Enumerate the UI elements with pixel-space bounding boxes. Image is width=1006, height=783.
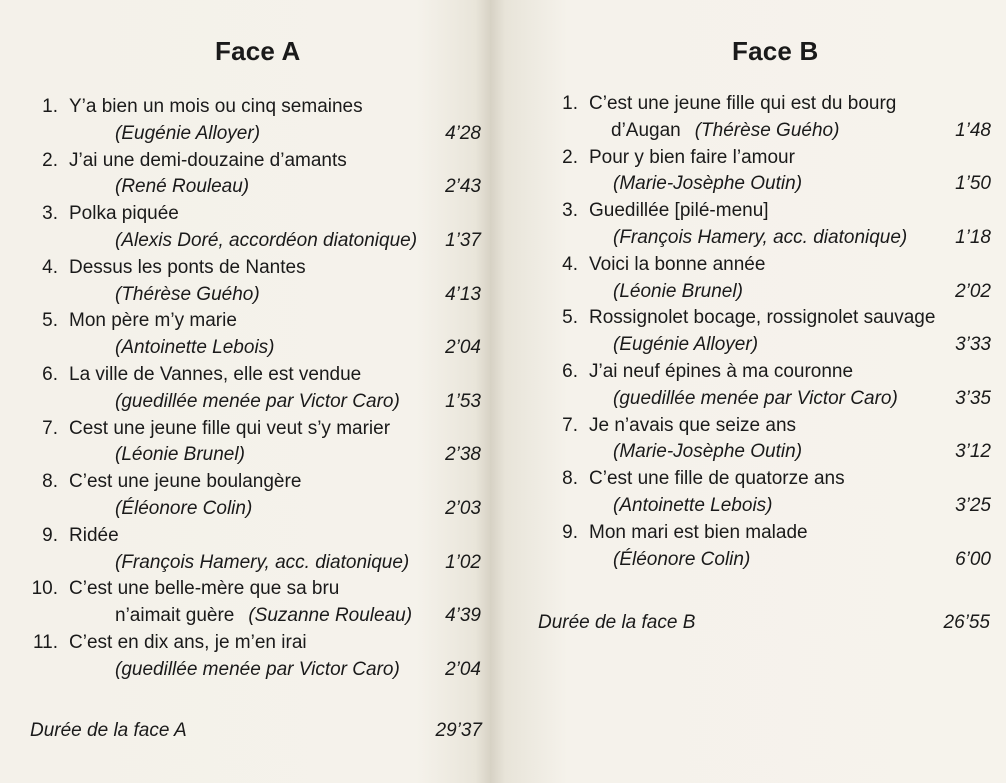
track-item bbox=[548, 198, 991, 252]
track-performer: (Eugénie Alloyer) bbox=[115, 122, 261, 144]
track-title: Ridée bbox=[69, 524, 119, 546]
track-item bbox=[26, 630, 481, 684]
track-number: 9. bbox=[562, 521, 578, 543]
track-title-row bbox=[548, 359, 991, 386]
track-duration: 2’02 bbox=[955, 280, 991, 302]
track-performer: (Alexis Doré, accordéon diatonique) bbox=[115, 229, 418, 251]
track-title: Guedillée [pilé-menu] bbox=[589, 200, 769, 222]
track-title: Mon père m’y marie bbox=[69, 310, 237, 332]
track-title-continuation: d’Augan bbox=[611, 119, 681, 141]
track-title: Mon mari est bien malade bbox=[589, 521, 808, 543]
track-performer: (Éléonore Colin) bbox=[115, 497, 253, 519]
face-a-total-label: Durée de la face A bbox=[30, 720, 187, 741]
track-performer: (Suzanne Rouleau) bbox=[248, 605, 413, 627]
track-number: 1. bbox=[562, 93, 578, 114]
track-performer: (Antoinette Lebois) bbox=[115, 337, 275, 359]
track-performer: (Antoinette Lebois) bbox=[613, 494, 773, 516]
track-item bbox=[548, 305, 991, 359]
track-item bbox=[26, 201, 481, 255]
track-performer: (Léonie Brunel) bbox=[613, 280, 743, 302]
track-performer: (Marie-Josèphe Outin) bbox=[613, 173, 803, 195]
track-performer-row bbox=[548, 493, 991, 520]
track-performer-row bbox=[548, 171, 991, 198]
track-item bbox=[548, 520, 991, 574]
track-item bbox=[26, 416, 481, 470]
track-title: La ville de Vannes, elle est vendue bbox=[69, 363, 362, 385]
track-item bbox=[26, 308, 481, 362]
track-title-row bbox=[548, 145, 991, 172]
track-item bbox=[26, 148, 481, 202]
track-title-row bbox=[548, 91, 991, 118]
track-number: 1. bbox=[42, 96, 58, 117]
track-performer: (guedillée menée par Victor Caro) bbox=[115, 390, 400, 412]
track-item bbox=[548, 413, 991, 467]
track-title: Dessus les ponts de Nantes bbox=[69, 256, 306, 278]
track-item bbox=[548, 91, 991, 145]
track-number: 7. bbox=[42, 417, 58, 439]
track-title-row bbox=[26, 523, 481, 550]
track-performer-row bbox=[548, 332, 991, 359]
track-title: Je n’avais que seize ans bbox=[589, 414, 797, 436]
track-item bbox=[548, 252, 991, 306]
track-number: 4. bbox=[562, 253, 578, 275]
face-a-total-duration: 29’37 bbox=[435, 720, 482, 741]
track-duration: 3’12 bbox=[955, 441, 991, 463]
track-number: 4. bbox=[42, 256, 58, 278]
track-performer-row bbox=[26, 550, 481, 577]
track-duration: 2’43 bbox=[445, 176, 481, 198]
track-performer-row bbox=[26, 335, 481, 362]
track-duration: 1’53 bbox=[445, 390, 481, 412]
track-performer: (François Hamery, acc. diatonique) bbox=[613, 226, 908, 248]
track-number: 3. bbox=[42, 203, 58, 225]
track-item bbox=[26, 523, 481, 577]
track-item bbox=[26, 469, 481, 523]
track-number: 11. bbox=[32, 631, 58, 653]
face-a-total bbox=[30, 720, 482, 742]
track-title-continuation-row bbox=[26, 603, 481, 630]
track-performer: (Thérèse Guého) bbox=[694, 119, 840, 141]
track-number: 8. bbox=[42, 471, 58, 493]
track-performer: (Marie-Josèphe Outin) bbox=[613, 441, 803, 463]
track-title-row bbox=[548, 198, 991, 225]
track-number: 2. bbox=[42, 149, 58, 171]
track-performer-row bbox=[548, 547, 991, 574]
track-performer-row bbox=[26, 174, 481, 201]
track-title: Y’a bien un mois ou cinq semaines bbox=[69, 96, 363, 117]
track-performer: (Éléonore Colin) bbox=[613, 548, 751, 570]
track-duration: 2’38 bbox=[445, 444, 481, 466]
page-face-b bbox=[490, 0, 1006, 783]
track-title-row bbox=[26, 576, 481, 603]
track-item bbox=[26, 94, 481, 148]
track-title-row bbox=[26, 255, 481, 282]
track-item bbox=[26, 362, 481, 416]
track-duration: 1’18 bbox=[955, 226, 991, 248]
track-performer: (Léonie Brunel) bbox=[115, 444, 245, 466]
track-performer-row bbox=[26, 496, 481, 523]
track-performer-row bbox=[548, 279, 991, 306]
track-title: C’est une fille de quatorze ans bbox=[589, 468, 845, 490]
track-performer-row bbox=[548, 439, 991, 466]
track-title: J’ai une demi-douzaine d’amants bbox=[69, 149, 347, 171]
track-item bbox=[26, 255, 481, 309]
track-duration: 1’48 bbox=[955, 119, 991, 141]
track-duration: 3’33 bbox=[955, 334, 991, 356]
track-performer-row bbox=[548, 225, 991, 252]
track-title: Pour y bien faire l’amour bbox=[589, 146, 795, 168]
face-a-tracklist bbox=[26, 94, 481, 684]
track-performer-row bbox=[26, 657, 481, 684]
track-duration: 4’13 bbox=[445, 283, 481, 305]
track-title-row bbox=[548, 413, 991, 440]
face-b-total bbox=[538, 612, 990, 634]
track-item bbox=[548, 359, 991, 413]
track-duration: 3’25 bbox=[955, 494, 991, 516]
track-title: J’ai neuf épines à ma couronne bbox=[589, 360, 854, 382]
track-duration: 6’00 bbox=[955, 548, 991, 570]
track-number: 8. bbox=[562, 468, 578, 490]
track-number: 6. bbox=[562, 360, 578, 382]
track-item bbox=[26, 576, 481, 630]
track-title-row bbox=[26, 94, 481, 121]
track-title-row bbox=[26, 416, 481, 443]
track-item bbox=[548, 145, 991, 199]
track-title-continuation: n’aimait guère bbox=[115, 605, 235, 627]
track-number: 6. bbox=[42, 363, 58, 385]
track-title: C’est une jeune fille qui est du bourg bbox=[589, 93, 897, 114]
track-performer-row bbox=[26, 389, 481, 416]
track-duration: 4’39 bbox=[445, 605, 481, 627]
track-title-row bbox=[26, 362, 481, 389]
track-duration: 1’50 bbox=[955, 173, 991, 195]
track-performer-row bbox=[548, 386, 991, 413]
track-performer: (Eugénie Alloyer) bbox=[613, 334, 759, 356]
track-title: C’est en dix ans, je m’en irai bbox=[69, 631, 307, 653]
track-title-continuation-row bbox=[548, 118, 991, 145]
track-title-row bbox=[548, 252, 991, 279]
track-performer-row bbox=[26, 228, 481, 255]
track-performer: (François Hamery, acc. diatonique) bbox=[115, 551, 410, 573]
track-title: Cest une jeune fille qui veut s’y marier bbox=[69, 417, 391, 439]
face-a-title: Face A bbox=[215, 36, 301, 66]
track-number: 5. bbox=[562, 307, 578, 329]
track-duration: 2’03 bbox=[445, 497, 481, 519]
track-title: Polka piquée bbox=[69, 203, 179, 225]
track-number: 5. bbox=[42, 310, 58, 332]
track-duration: 2’04 bbox=[445, 337, 481, 359]
face-b-title: Face B bbox=[732, 36, 819, 66]
track-title-row bbox=[26, 308, 481, 335]
face-b-total-label: Durée de la face B bbox=[538, 612, 696, 633]
track-title: C’est une jeune boulangère bbox=[69, 471, 302, 493]
track-performer: (guedillée menée par Victor Caro) bbox=[613, 387, 898, 409]
track-item bbox=[548, 466, 991, 520]
track-performer: (guedillée menée par Victor Caro) bbox=[115, 658, 400, 680]
track-title: Voici la bonne année bbox=[589, 253, 766, 275]
page-face-a bbox=[0, 0, 490, 783]
track-number: 3. bbox=[562, 200, 578, 222]
track-title-row bbox=[548, 520, 991, 547]
track-performer: (Thérèse Guého) bbox=[115, 283, 260, 305]
face-b-tracklist bbox=[548, 91, 991, 573]
track-number: 7. bbox=[562, 414, 578, 436]
track-title-row bbox=[548, 305, 991, 332]
track-performer-row bbox=[26, 282, 481, 309]
face-b-total-duration: 26’55 bbox=[943, 612, 990, 633]
track-number: 10. bbox=[31, 578, 58, 600]
track-duration: 4’28 bbox=[445, 122, 481, 144]
track-number: 9. bbox=[42, 524, 58, 546]
track-title-row bbox=[26, 148, 481, 175]
track-title: Rossignolet bocage, rossignolet sauvage bbox=[589, 307, 936, 329]
track-duration: 1’37 bbox=[445, 229, 481, 251]
track-performer-row bbox=[26, 442, 481, 469]
track-performer-row bbox=[26, 121, 481, 148]
track-title: C’est une belle-mère que sa bru bbox=[69, 578, 340, 600]
track-duration: 1’02 bbox=[445, 551, 481, 573]
track-title-row bbox=[548, 466, 991, 493]
track-title-row bbox=[26, 469, 481, 496]
track-duration: 3’35 bbox=[955, 387, 991, 409]
track-title-row bbox=[26, 201, 481, 228]
track-duration: 2’04 bbox=[445, 658, 481, 680]
track-title-row bbox=[26, 630, 481, 657]
track-number: 2. bbox=[562, 146, 578, 168]
track-performer: (René Rouleau) bbox=[115, 176, 250, 198]
